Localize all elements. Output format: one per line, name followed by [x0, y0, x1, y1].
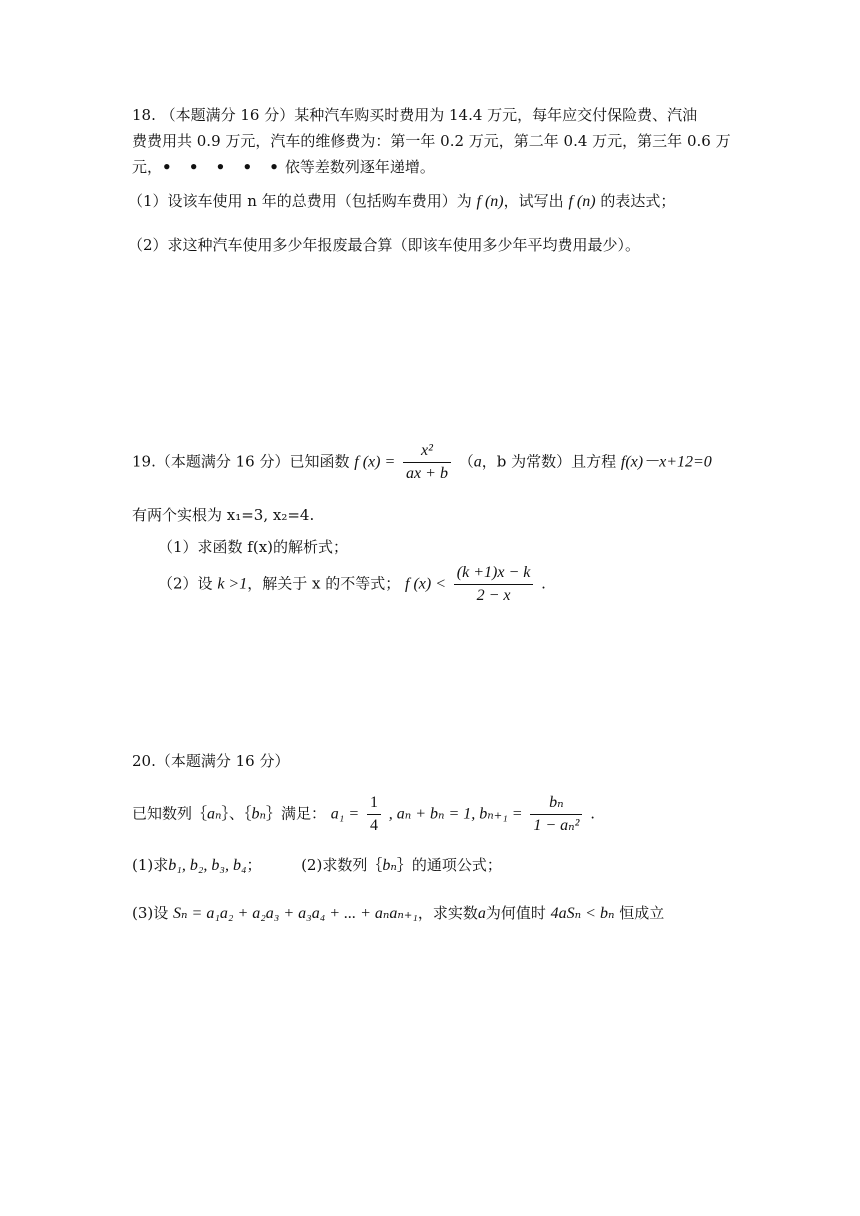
q20-a1-lhs: a₁ =	[330, 805, 360, 823]
q19-part-2-line	[158, 562, 546, 607]
q19-inequality-fraction	[454, 562, 534, 607]
q20-recurrence-numerator: bₙ	[530, 792, 582, 815]
q19-intro-line	[132, 440, 712, 485]
q19-roots: 有两个实根为 x₁=3, x₂=4.	[132, 506, 315, 524]
q19-inequality-lhs: f (x) <	[405, 575, 447, 593]
q20-part-2-seq: bₙ	[382, 857, 397, 874]
q19-fraction-denominator: ax + b	[406, 465, 448, 482]
q20-part-2-end: ｝的通项公式；	[396, 856, 502, 874]
q18-line-2: 费费用共 0.9 万元，汽车的维修费为：第一年 0.2 万元，第二年 0.4 万元，第三年 0.6 万	[132, 132, 731, 150]
q20-title: 20.（本题满分 16 分）	[132, 752, 290, 770]
q20-a1-fraction	[367, 792, 381, 837]
q18-part-1-end: 的表达式；	[600, 192, 676, 210]
q20-given-mid-1: ｝、｛	[221, 804, 252, 823]
q19-part-2-mid: ，解关于 x 的不等式；	[247, 574, 401, 593]
q20-recurrence-fraction	[530, 792, 582, 837]
q18-part-2: （2）求这种汽车使用多少年报废最合算（即该车使用多少年平均费用最少）。	[128, 236, 641, 254]
q18-line-3-start: 元，	[132, 158, 163, 176]
q18-part-1-mid: ，试写出	[503, 192, 564, 210]
q19-part-2-end: .	[541, 574, 546, 593]
q20-part-1-terms: b₁, b₂, b₃, b₄	[168, 857, 247, 874]
q20-part-2-start: (2)求数列｛	[301, 856, 383, 874]
q20-given-line	[132, 792, 595, 837]
q18-part-1-start: （1）设该车使用 n 年的总费用（包括购车费用）为	[128, 192, 472, 210]
q19-inequality-numerator: (k +1)x − k	[454, 562, 534, 585]
q19-part-2-start: （2）设	[158, 574, 213, 593]
q20-variable-a: a	[477, 905, 486, 922]
q20-seq-b: bₙ	[251, 805, 266, 823]
q20-part-3-mid-2: 为何值时	[485, 904, 546, 922]
q19-part-2-condition: k >1	[217, 575, 248, 593]
q18-fn-expr-1: f (n)	[476, 193, 504, 210]
q19-inequality-denominator: 2 − x	[476, 587, 511, 604]
q18-line-3-end: 依等差数列逐年递增。	[284, 158, 435, 176]
q20-a1-denominator: 4	[369, 817, 378, 834]
q19-fraction-numerator: x²	[403, 440, 451, 463]
q20-recurrence-denominator: 1 − aₙ²	[533, 817, 580, 834]
q20-part-3-line	[132, 902, 664, 925]
q19-part-1: （1）求函数 f(x)的解析式；	[158, 538, 349, 556]
q20-parts-line	[132, 854, 502, 877]
q20-part-3-end: 恒成立	[619, 904, 665, 922]
q20-inequality: 4aSₙ < bₙ	[550, 905, 615, 922]
q20-relation: , aₙ + bₙ = 1, bₙ₊₁ =	[388, 805, 523, 823]
q20-part-3-mid: ，求实数	[417, 904, 478, 922]
q19-intro: 19.（本题满分 16 分）已知函数	[132, 452, 350, 471]
q20-part-3-start: (3)设	[132, 904, 169, 922]
q20-a1-numerator: 1	[367, 792, 381, 815]
q20-relation-end: .	[590, 804, 595, 823]
q19-function-lhs: f (x) =	[354, 453, 396, 471]
q20-part-1-start: (1)求	[132, 856, 169, 874]
q20-sum-expression: Sₙ = a₁a₂ + a₂a₃ + a₃a₄ + ... + aₙaₙ₊₁	[173, 905, 418, 922]
q19-param-a: a	[473, 453, 482, 471]
q19-params-post: ，b 为常数）且方程	[481, 452, 617, 471]
q18-fn-expr-2: f (n)	[568, 193, 596, 210]
q19-params-pre: （	[458, 452, 474, 471]
q20-part-1-end: ；	[246, 856, 262, 874]
q20-seq-a: aₙ	[207, 805, 222, 823]
q19-function-fraction	[403, 440, 451, 485]
q18-line-3	[132, 156, 435, 178]
q18-ellipsis-dots: • • • • •	[162, 158, 285, 176]
q18-line-1: 18. （本题满分 16 分）某种汽车购买时费用为 14.4 万元，每年应交付保险费、汽油	[132, 106, 698, 124]
q19-equation: f(x)－x+12=0	[620, 453, 712, 471]
q18-part-1	[128, 190, 675, 213]
q20-given-mid-2: ｝满足：	[266, 804, 327, 823]
q20-given-start: 已知数列｛	[132, 804, 208, 823]
